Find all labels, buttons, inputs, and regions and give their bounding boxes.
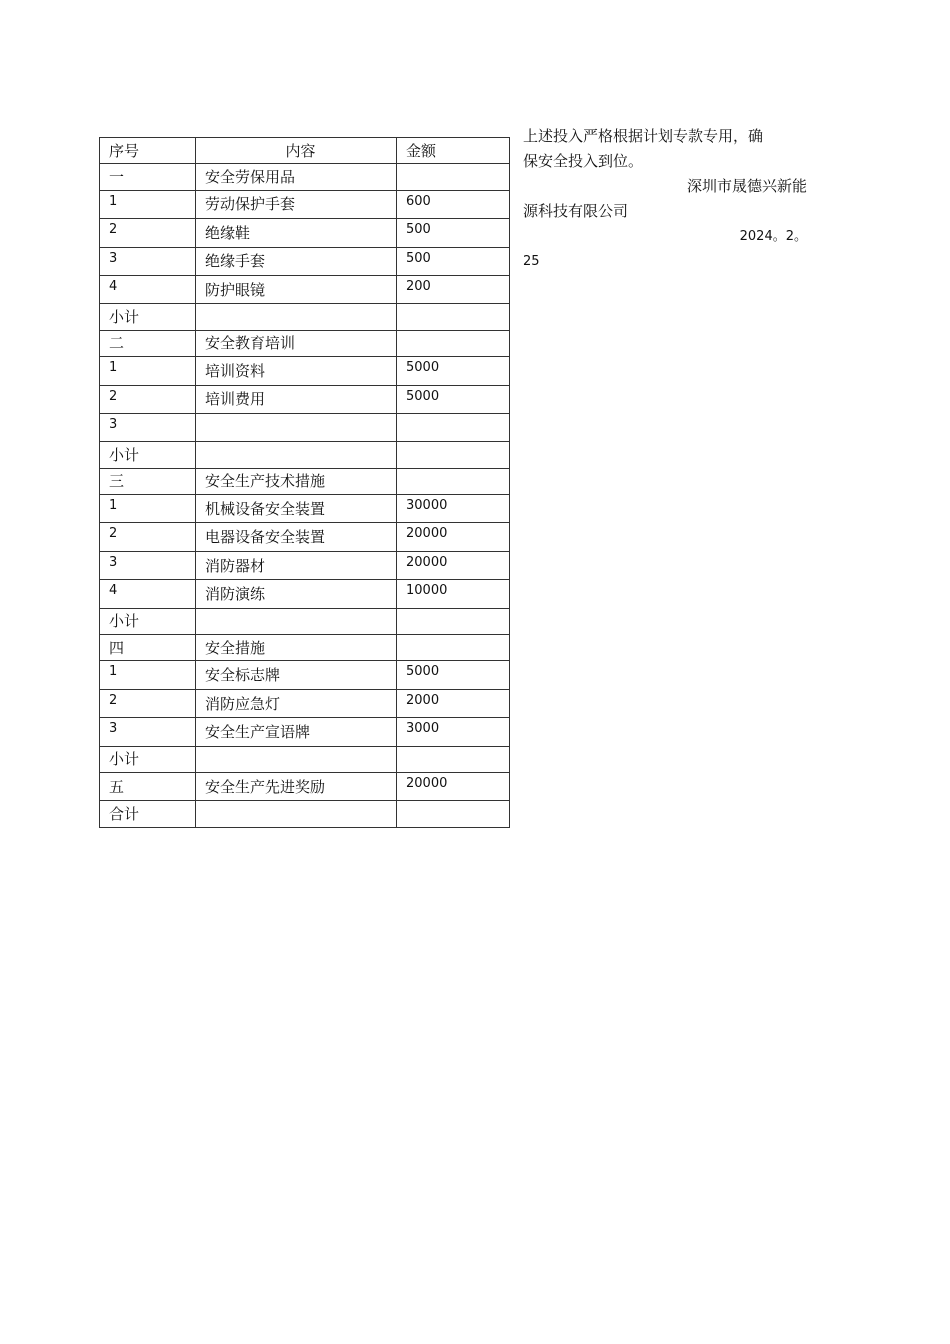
table-row: [100, 275, 510, 303]
cell-amount: [397, 801, 510, 827]
cell-amount: 20000: [397, 551, 510, 579]
table-row: [100, 219, 510, 247]
cell-no: 3: [100, 413, 196, 441]
cell-item: 安全生产先进奖励: [196, 772, 397, 800]
table-row: [100, 772, 510, 800]
cell-no: 2: [100, 689, 196, 717]
cell-no: 2: [100, 385, 196, 413]
cell-item: 消防演练: [196, 580, 397, 608]
table-row: [100, 442, 510, 468]
cell-amount: [397, 330, 510, 356]
statement-line-2: 保安全投入到位。: [523, 152, 644, 170]
cell-amount: 500: [397, 247, 510, 275]
cell-no: 1: [100, 357, 196, 385]
company-name-line-1: 深圳市晟德兴新能: [686, 177, 807, 195]
table-row: [100, 304, 510, 330]
cell-item: 绝缘鞋: [196, 219, 397, 247]
cell-no: 小计: [100, 746, 196, 772]
cell-no: 小计: [100, 442, 196, 468]
cell-amount: [397, 608, 510, 634]
date-line-2: 25: [523, 254, 540, 269]
header-content: 内容: [196, 138, 397, 164]
cell-no: 2: [100, 523, 196, 551]
table-row: [100, 190, 510, 218]
cell-item: 安全生产技术措施: [196, 468, 397, 494]
header-no: 序号: [100, 138, 196, 164]
cell-no: 4: [100, 275, 196, 303]
cell-amount: [397, 164, 510, 190]
cell-no: 三: [100, 468, 196, 494]
table-row: [100, 357, 510, 385]
table-row: [100, 635, 510, 661]
table-body: [100, 164, 510, 827]
cell-no: 1: [100, 661, 196, 689]
cell-item: [196, 801, 397, 827]
table-row: [100, 523, 510, 551]
statement-block: [523, 124, 813, 274]
cell-item: 消防应急灯: [196, 689, 397, 717]
cell-no: 3: [100, 247, 196, 275]
table-row: [100, 580, 510, 608]
table-row: [100, 718, 510, 746]
company-name-line-2: 源科技有限公司: [523, 202, 629, 220]
table-row: [100, 164, 510, 190]
cell-item: 防护眼镜: [196, 275, 397, 303]
cell-amount: 5000: [397, 385, 510, 413]
cell-item: 安全生产宣语牌: [196, 718, 397, 746]
table-row: [100, 468, 510, 494]
cell-amount: [397, 746, 510, 772]
cell-no: 1: [100, 495, 196, 523]
table-header-row: [100, 138, 510, 164]
cell-item: 机械设备安全装置: [196, 495, 397, 523]
cell-item: 绝缘手套: [196, 247, 397, 275]
cell-item: [196, 442, 397, 468]
cell-no: 小计: [100, 304, 196, 330]
cell-amount: 200: [397, 275, 510, 303]
cell-amount: 5000: [397, 661, 510, 689]
cell-amount: 20000: [397, 772, 510, 800]
statement-line-1: 上述投入严格根据计划专款专用，确: [523, 127, 764, 145]
cell-item: [196, 304, 397, 330]
table-row: [100, 551, 510, 579]
table-row: [100, 247, 510, 275]
cell-item: 安全教育培训: [196, 330, 397, 356]
cell-amount: [397, 468, 510, 494]
cell-amount: 30000: [397, 495, 510, 523]
cell-item: [196, 746, 397, 772]
cell-no: 五: [100, 772, 196, 800]
table-row: [100, 746, 510, 772]
date-line-1: 2024。2。: [739, 229, 807, 244]
cell-no: 二: [100, 330, 196, 356]
table-row: [100, 413, 510, 441]
cell-no: 小计: [100, 608, 196, 634]
cell-amount: [397, 413, 510, 441]
header-amount: 金额: [397, 138, 510, 164]
table-row: [100, 495, 510, 523]
table-row: [100, 385, 510, 413]
cell-no: 一: [100, 164, 196, 190]
cell-amount: 20000: [397, 523, 510, 551]
table-row: [100, 330, 510, 356]
cell-amount: 10000: [397, 580, 510, 608]
cell-no: 3: [100, 718, 196, 746]
cell-no: 2: [100, 219, 196, 247]
cell-item: 安全劳保用品: [196, 164, 397, 190]
cell-no: 1: [100, 190, 196, 218]
cell-amount: [397, 635, 510, 661]
cell-item: 培训资料: [196, 357, 397, 385]
cell-item: [196, 413, 397, 441]
cell-no: 4: [100, 580, 196, 608]
cell-item: 劳动保护手套: [196, 190, 397, 218]
cell-item: 电器设备安全装置: [196, 523, 397, 551]
cell-amount: 600: [397, 190, 510, 218]
cell-no: 合计: [100, 801, 196, 827]
table-row: [100, 689, 510, 717]
cell-item: 安全措施: [196, 635, 397, 661]
table-row: [100, 608, 510, 634]
cell-amount: [397, 442, 510, 468]
cell-amount: [397, 304, 510, 330]
cell-amount: 3000: [397, 718, 510, 746]
cell-amount: 2000: [397, 689, 510, 717]
table-row: [100, 801, 510, 827]
cell-no: 3: [100, 551, 196, 579]
cell-item: 培训费用: [196, 385, 397, 413]
cell-amount: 500: [397, 219, 510, 247]
cell-no: 四: [100, 635, 196, 661]
table-row: [100, 661, 510, 689]
cell-item: 消防器材: [196, 551, 397, 579]
cell-amount: 5000: [397, 357, 510, 385]
safety-budget-table: [99, 137, 510, 828]
cell-item: [196, 608, 397, 634]
cell-item: 安全标志牌: [196, 661, 397, 689]
